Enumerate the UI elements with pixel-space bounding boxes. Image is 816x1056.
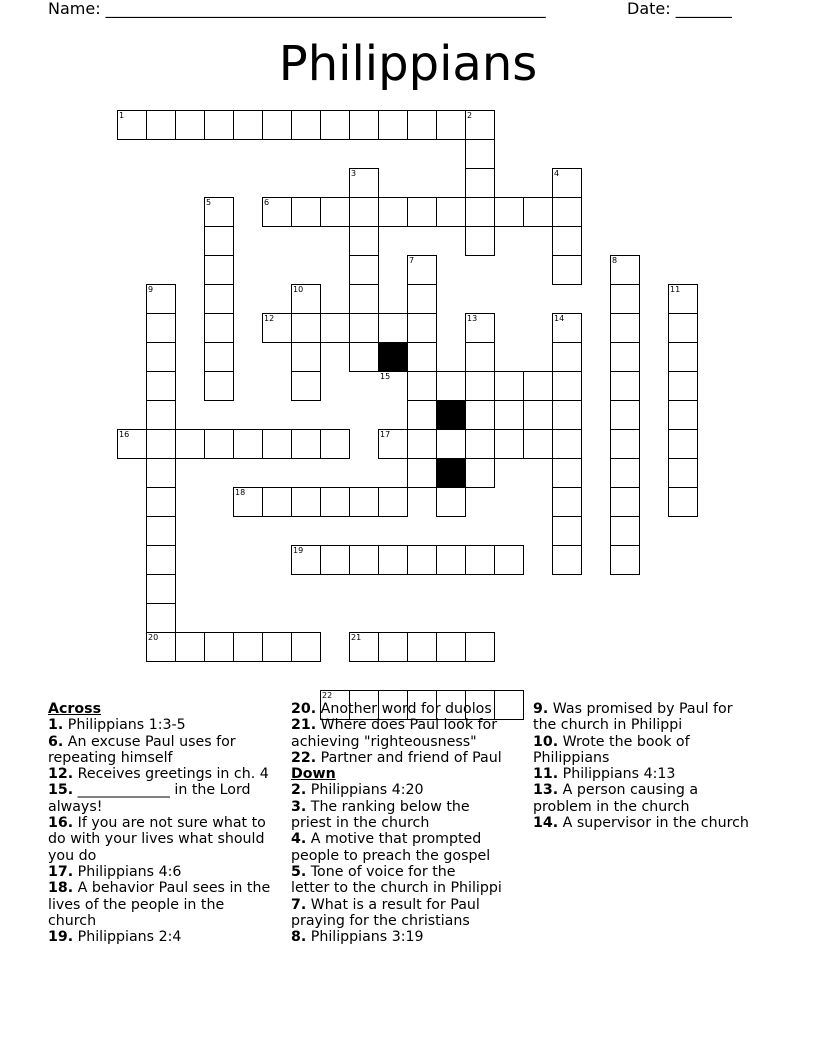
grid-cell[interactable] — [146, 400, 176, 430]
grid-cell[interactable] — [465, 139, 495, 169]
clue-number: 11 — [670, 285, 681, 294]
grid-cell[interactable] — [146, 545, 176, 575]
clue-number: 19 — [293, 546, 304, 555]
grid-cell[interactable] — [349, 284, 379, 314]
grid-cell[interactable] — [436, 110, 466, 140]
grid-cell[interactable] — [349, 255, 379, 285]
grid-cell[interactable] — [407, 545, 437, 575]
grid-cell[interactable] — [610, 429, 640, 459]
clue-label: 1. — [48, 717, 64, 734]
grid-cell[interactable] — [204, 284, 234, 314]
grid-cell[interactable] — [291, 371, 321, 401]
grid-cell[interactable] — [668, 313, 698, 343]
clue-line — [48, 717, 270, 733]
grid-cell[interactable] — [262, 632, 292, 662]
clue-number: 13 — [467, 314, 478, 323]
grid-cell[interactable] — [146, 313, 176, 343]
clue-label: 3. — [291, 798, 307, 815]
clue-column-3 — [533, 701, 749, 831]
clue-line — [291, 897, 502, 913]
grid-cell[interactable] — [668, 458, 698, 488]
grid-cell[interactable] — [233, 632, 263, 662]
grid-cell[interactable] — [610, 284, 640, 314]
grid-cell[interactable] — [204, 429, 234, 459]
grid-cell[interactable] — [204, 226, 234, 256]
clue-line — [533, 734, 749, 750]
clue-label: 22. — [291, 749, 317, 766]
grid-cell[interactable] — [146, 429, 176, 459]
grid-cell[interactable] — [349, 197, 379, 227]
grid-cell[interactable] — [523, 197, 553, 227]
grid-cell[interactable] — [465, 545, 495, 575]
clue-line — [48, 782, 270, 798]
grid-cell[interactable] — [320, 487, 350, 517]
clue-text: A behavior Paul sees in the — [73, 880, 271, 897]
clue-label: 20. — [291, 701, 317, 717]
grid-cell[interactable] — [291, 632, 321, 662]
grid-cell[interactable] — [204, 371, 234, 401]
clue-section-heading: Across — [48, 701, 102, 717]
clue-text: Philippians 3:19 — [306, 929, 424, 946]
black-cell — [436, 458, 466, 488]
clue-line — [291, 929, 502, 945]
clue-text: Philippians 1:3-5 — [63, 717, 186, 734]
clue-text: praying for the christians — [291, 912, 470, 929]
grid-cell[interactable] — [465, 429, 495, 459]
grid-cell[interactable] — [262, 487, 292, 517]
grid-cell[interactable] — [523, 400, 553, 430]
clue-line — [48, 929, 270, 945]
grid-cell[interactable] — [146, 574, 176, 604]
clue-line — [48, 864, 270, 880]
grid-cell[interactable] — [407, 632, 437, 662]
grid-cell[interactable] — [320, 110, 350, 140]
clue-text: lives of the people in the — [48, 896, 225, 913]
clue-number: 4 — [554, 169, 560, 178]
clue-label: 17. — [48, 863, 74, 880]
clue-label: 18. — [48, 880, 74, 897]
grid-cell[interactable] — [610, 371, 640, 401]
grid-cell[interactable] — [552, 516, 582, 546]
grid-cell[interactable] — [465, 226, 495, 256]
grid-cell[interactable] — [552, 371, 582, 401]
clue-line — [48, 913, 270, 929]
clue-number: 15 — [380, 372, 391, 381]
grid-cell[interactable] — [349, 110, 379, 140]
clue-number: 8 — [612, 256, 618, 265]
grid-cell[interactable] — [204, 632, 234, 662]
clue-label: 7. — [291, 896, 307, 913]
clue-text: problem in the church — [533, 798, 690, 815]
clue-number: 14 — [554, 314, 565, 323]
clue-text: Where does Paul look for — [316, 717, 498, 734]
clue-line — [291, 831, 502, 847]
clue-number: 10 — [293, 285, 304, 294]
grid-cell[interactable] — [378, 632, 408, 662]
grid-cell[interactable] — [436, 545, 466, 575]
clue-label: 5. — [291, 863, 307, 880]
grid-cell[interactable] — [378, 197, 408, 227]
clue-line — [533, 799, 749, 815]
grid-cell[interactable] — [668, 371, 698, 401]
clue-line — [291, 782, 502, 798]
clue-line — [291, 717, 502, 733]
clue-line — [291, 701, 502, 717]
clue-text: people to preach the gospel — [291, 847, 491, 864]
grid-cell[interactable] — [552, 255, 582, 285]
grid-cell[interactable] — [436, 487, 466, 517]
clue-label: 19. — [48, 929, 74, 946]
clue-text: repeating himself — [48, 749, 173, 766]
grid-cell[interactable] — [349, 342, 379, 372]
grid-cell[interactable] — [291, 429, 321, 459]
clue-number: 17 — [380, 430, 391, 439]
clue-line — [48, 815, 270, 831]
grid-cell[interactable] — [436, 429, 466, 459]
grid-cell[interactable] — [175, 632, 205, 662]
clue-line — [533, 766, 749, 782]
grid-cell[interactable] — [552, 342, 582, 372]
grid-cell[interactable] — [378, 313, 408, 343]
grid-cell[interactable] — [552, 400, 582, 430]
clue-label: 9. — [533, 701, 549, 717]
grid-cell[interactable] — [204, 342, 234, 372]
clue-label: 10. — [533, 733, 559, 750]
clue-text: Receives greetings in ch. 4 — [73, 766, 269, 783]
grid-cell[interactable] — [378, 487, 408, 517]
grid-cell[interactable] — [610, 458, 640, 488]
grid-cell[interactable] — [146, 342, 176, 372]
grid-cell[interactable] — [349, 226, 379, 256]
grid-cell[interactable] — [233, 110, 263, 140]
clue-text: An excuse Paul uses for — [63, 733, 236, 750]
grid-cell[interactable] — [465, 342, 495, 372]
clue-line — [533, 750, 749, 766]
grid-cell[interactable] — [610, 516, 640, 546]
clue-number: 7 — [409, 256, 415, 265]
grid-cell[interactable] — [320, 197, 350, 227]
clue-label: 11. — [533, 766, 559, 783]
clue-line — [291, 913, 502, 929]
grid-cell[interactable] — [320, 313, 350, 343]
grid-cell[interactable] — [291, 487, 321, 517]
date-field-label: Date: _______ — [627, 0, 732, 18]
clue-label: 15. — [48, 782, 74, 799]
clue-text: always! — [48, 798, 103, 815]
grid-cell[interactable] — [552, 226, 582, 256]
grid-cell[interactable] — [494, 197, 524, 227]
clue-number: 3 — [351, 169, 357, 178]
grid-cell[interactable] — [175, 429, 205, 459]
grid-cell[interactable] — [320, 545, 350, 575]
grid-cell[interactable] — [349, 545, 379, 575]
clue-text: What is a result for Paul — [306, 896, 480, 913]
clue-line — [291, 864, 502, 880]
grid-cell[interactable] — [291, 197, 321, 227]
black-cell — [436, 400, 466, 430]
clue-number: 16 — [119, 430, 130, 439]
grid-cell[interactable] — [668, 429, 698, 459]
grid-cell[interactable] — [552, 429, 582, 459]
clue-text: A supervisor in the church — [558, 815, 749, 832]
clue-label: 21. — [291, 717, 317, 734]
grid-cell[interactable] — [378, 545, 408, 575]
clue-line — [291, 815, 502, 831]
grid-cell[interactable] — [407, 284, 437, 314]
grid-cell[interactable] — [349, 487, 379, 517]
page-title: Philippians — [278, 36, 538, 92]
grid-cell[interactable] — [465, 168, 495, 198]
clue-text: the church in Philippi — [533, 717, 683, 734]
grid-cell[interactable] — [407, 197, 437, 227]
grid-cell[interactable] — [610, 400, 640, 430]
grid-cell[interactable] — [262, 110, 292, 140]
grid-cell[interactable] — [204, 110, 234, 140]
clue-number: 18 — [235, 488, 246, 497]
clue-number: 21 — [351, 633, 362, 642]
grid-cell[interactable] — [146, 487, 176, 517]
clue-text: Philippians 4:20 — [306, 782, 424, 799]
clue-line — [291, 848, 502, 864]
grid-cell[interactable] — [146, 110, 176, 140]
clue-line — [291, 799, 502, 815]
clue-line — [48, 897, 270, 913]
grid-cell[interactable] — [436, 632, 466, 662]
clue-text: Was promised by Paul for — [548, 701, 733, 717]
clue-text: Tone of voice for the — [306, 863, 456, 880]
grid-cell[interactable] — [407, 313, 437, 343]
clue-text: do with your lives what should — [48, 831, 265, 848]
clue-line — [48, 734, 270, 750]
clue-line — [533, 815, 749, 831]
grid-cell[interactable] — [668, 342, 698, 372]
clue-number: 12 — [264, 314, 275, 323]
clue-label: 2. — [291, 782, 307, 799]
grid-cell[interactable] — [494, 400, 524, 430]
clue-line — [291, 750, 502, 766]
clue-text: church — [48, 912, 97, 929]
clue-label: 12. — [48, 766, 74, 783]
grid-cell[interactable] — [262, 429, 292, 459]
clue-label: 16. — [48, 815, 74, 832]
grid-cell[interactable] — [204, 313, 234, 343]
grid-cell[interactable] — [552, 458, 582, 488]
clue-line — [48, 880, 270, 896]
grid-cell[interactable] — [204, 255, 234, 285]
grid-cell[interactable] — [378, 110, 408, 140]
clue-label: 8. — [291, 929, 307, 946]
grid-cell[interactable] — [146, 603, 176, 633]
grid-cell[interactable] — [465, 371, 495, 401]
clue-number: 9 — [148, 285, 154, 294]
grid-cell[interactable] — [146, 371, 176, 401]
clue-text: Philippians 2:4 — [73, 929, 182, 946]
clue-line — [48, 750, 270, 766]
grid-cell[interactable] — [610, 487, 640, 517]
grid-cell[interactable] — [291, 342, 321, 372]
name-field-label: Name: _______________________________________________________ — [48, 0, 546, 18]
clue-line — [48, 799, 270, 815]
grid-cell[interactable] — [407, 371, 437, 401]
grid-cell[interactable] — [552, 487, 582, 517]
clue-text: you do — [48, 847, 97, 864]
grid-cell[interactable] — [668, 400, 698, 430]
grid-cell[interactable] — [436, 371, 466, 401]
grid-cell[interactable] — [465, 458, 495, 488]
clue-label: 4. — [291, 831, 307, 848]
clue-column-2 — [291, 701, 502, 945]
grid-cell[interactable] — [494, 545, 524, 575]
grid-cell[interactable] — [523, 371, 553, 401]
grid-cell[interactable] — [552, 197, 582, 227]
clue-label: 13. — [533, 782, 559, 799]
grid-cell[interactable] — [494, 429, 524, 459]
grid-cell[interactable] — [146, 516, 176, 546]
clue-line — [48, 766, 270, 782]
grid-cell[interactable] — [291, 313, 321, 343]
clue-text: Partner and friend of Paul — [316, 749, 502, 766]
clue-line — [291, 880, 502, 896]
clue-text: Philippians 4:6 — [73, 863, 182, 880]
grid-cell[interactable] — [465, 632, 495, 662]
clue-number: 22 — [322, 691, 333, 700]
grid-cell[interactable] — [465, 197, 495, 227]
grid-cell[interactable] — [407, 400, 437, 430]
clue-column-1 — [48, 701, 270, 945]
clue-section-heading: Down — [291, 766, 336, 783]
clue-label: 14. — [533, 815, 559, 832]
grid-cell[interactable] — [523, 429, 553, 459]
grid-cell[interactable] — [320, 429, 350, 459]
clue-number: 20 — [148, 633, 159, 642]
grid-cell[interactable] — [407, 342, 437, 372]
clue-line — [48, 831, 270, 847]
clue-label: 6. — [48, 733, 64, 750]
grid-cell[interactable] — [407, 429, 437, 459]
clue-text: A person causing a — [558, 782, 699, 799]
clue-text: Wrote the book of — [558, 733, 690, 750]
grid-cell[interactable] — [610, 545, 640, 575]
grid-cell[interactable] — [610, 313, 640, 343]
clue-text: _____________ in the Lord — [73, 782, 251, 799]
clue-text: Philippians — [533, 749, 610, 766]
grid-cell[interactable] — [668, 487, 698, 517]
grid-cell[interactable] — [610, 342, 640, 372]
grid-cell[interactable] — [407, 110, 437, 140]
clue-line — [533, 701, 749, 717]
clue-number: 5 — [206, 198, 212, 207]
grid-cell[interactable] — [436, 197, 466, 227]
clue-text: achieving "righteousness" — [291, 733, 477, 750]
grid-cell[interactable] — [407, 458, 437, 488]
clue-line — [533, 782, 749, 798]
clue-text: priest in the church — [291, 815, 430, 832]
clue-text: Philippians 4:13 — [558, 766, 676, 783]
clue-text: The ranking below the — [306, 798, 470, 815]
grid-cell[interactable] — [349, 313, 379, 343]
clue-line — [48, 848, 270, 864]
grid-cell[interactable] — [552, 545, 582, 575]
clue-text: letter to the church in Philippi — [291, 880, 502, 897]
clue-text: Another word for duolos — [316, 701, 492, 717]
clue-number: 2 — [467, 111, 473, 120]
clue-number: 6 — [264, 198, 270, 207]
clue-text: A motive that prompted — [306, 831, 482, 848]
grid-cell[interactable] — [233, 429, 263, 459]
grid-cell[interactable] — [146, 458, 176, 488]
clue-line — [291, 734, 502, 750]
grid-cell[interactable] — [291, 110, 321, 140]
clue-line — [533, 717, 749, 733]
grid-cell[interactable] — [494, 371, 524, 401]
clue-number: 1 — [119, 111, 125, 120]
clue-text: If you are not sure what to — [73, 815, 266, 832]
black-cell — [378, 342, 408, 372]
grid-cell[interactable] — [175, 110, 205, 140]
grid-cell[interactable] — [465, 400, 495, 430]
